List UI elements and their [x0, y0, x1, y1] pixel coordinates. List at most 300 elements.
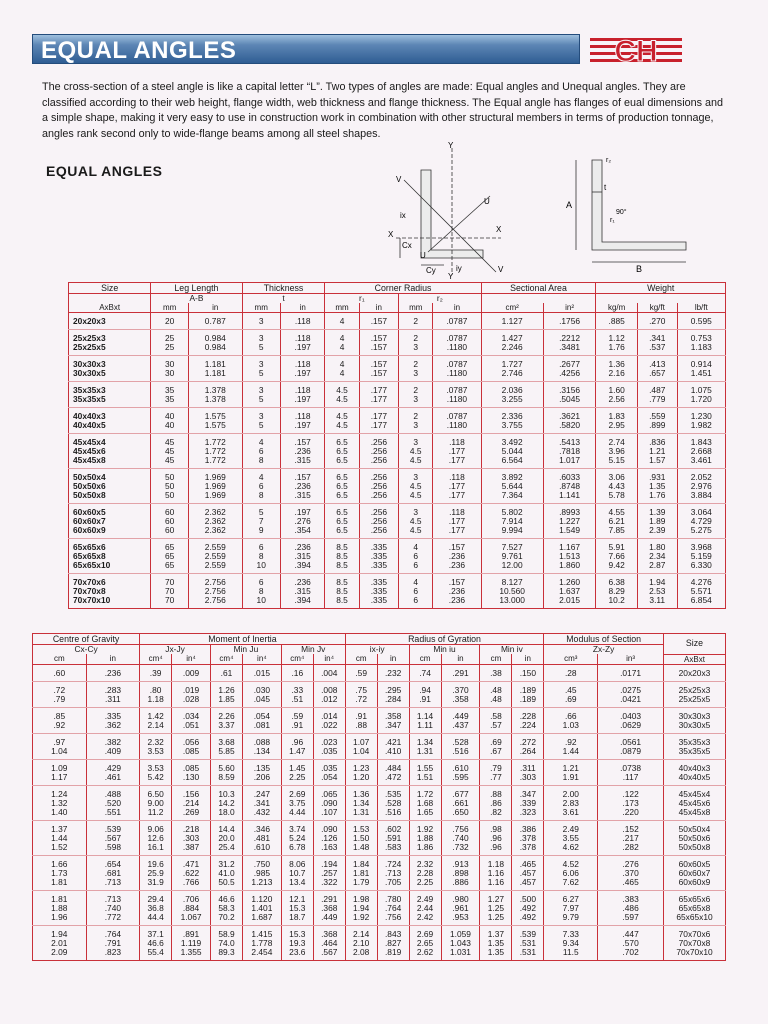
- size-cell: 30x30x3: [663, 707, 725, 721]
- value-cell: 1.37: [480, 925, 512, 939]
- size-cell: 50x50x4: [69, 469, 151, 483]
- value-cell: 4.5: [399, 491, 433, 504]
- value-cell: 4.5: [399, 447, 433, 456]
- value-cell: .823: [86, 948, 140, 961]
- table-row: [33, 681, 726, 695]
- value-cell: 3.255: [481, 395, 543, 408]
- ch-logo: [590, 34, 682, 64]
- value-cell: 40: [151, 421, 189, 434]
- value-cell: .0787: [433, 313, 481, 330]
- value-cell: .583: [377, 843, 409, 856]
- value-cell: 2.14: [140, 721, 172, 734]
- value-cell: .409: [86, 747, 140, 760]
- value-cell: 1.81: [33, 878, 87, 891]
- value-cell: 1.50: [345, 834, 377, 843]
- value-cell: .0561: [598, 733, 664, 747]
- value-cell: .362: [86, 721, 140, 734]
- value-cell: 1.16: [480, 878, 512, 891]
- value-cell: 6.564: [481, 456, 543, 469]
- value-cell: .437: [441, 721, 480, 734]
- value-cell: .492: [512, 913, 544, 926]
- table2-group: [33, 707, 726, 733]
- value-cell: 1.94: [637, 574, 677, 588]
- value-cell: .152: [598, 820, 664, 834]
- value-cell: .177: [433, 456, 481, 469]
- table-row: [69, 561, 726, 574]
- value-cell: 2.362: [189, 526, 242, 539]
- value-cell: 8.59: [211, 773, 243, 786]
- table1-unit-cell: in: [189, 303, 242, 313]
- value-cell: 1.85: [211, 695, 243, 708]
- value-cell: 5.044: [481, 447, 543, 456]
- value-cell: 6: [399, 587, 433, 596]
- size-cell: 65x65x10: [69, 561, 151, 574]
- value-cell: 2.01: [33, 939, 87, 948]
- value-cell: .194: [313, 855, 345, 869]
- value-cell: .500: [512, 890, 544, 904]
- value-cell: 2.32: [409, 855, 441, 869]
- value-cell: 2.25: [409, 878, 441, 891]
- value-cell: 0.984: [189, 343, 242, 356]
- value-cell: 10.560: [481, 587, 543, 596]
- table2-group: [33, 785, 726, 820]
- value-cell: 3.61: [544, 808, 598, 821]
- value-cell: .447: [598, 925, 664, 939]
- value-cell: 5.275: [677, 526, 725, 539]
- value-cell: .756: [377, 913, 409, 926]
- table2-unit-cell: cm⁴: [211, 654, 243, 664]
- size-cell: 70x70x8: [69, 587, 151, 596]
- value-cell: 1.549: [543, 526, 596, 539]
- table2-unit-cell: in⁴: [313, 654, 345, 664]
- value-cell: .0629: [598, 721, 664, 734]
- value-cell: 6.5: [325, 504, 359, 518]
- value-cell: .335: [86, 707, 140, 721]
- value-cell: .335: [359, 539, 399, 553]
- value-cell: 10: [242, 561, 280, 574]
- value-cell: 1.92: [345, 913, 377, 926]
- value-cell: .341: [637, 330, 677, 344]
- value-cell: .004: [313, 664, 345, 681]
- value-cell: .88: [480, 785, 512, 799]
- value-cell: .0879: [598, 747, 664, 760]
- value-cell: 6.5: [325, 517, 359, 526]
- value-cell: 58.3: [211, 904, 243, 913]
- value-cell: .358: [377, 707, 409, 721]
- table1-unit-cell: in: [280, 303, 325, 313]
- label-iy: iy: [456, 264, 462, 273]
- value-cell: 4.62: [544, 843, 598, 856]
- table-row: [33, 773, 726, 786]
- value-cell: 8: [242, 587, 280, 596]
- dimensions-table: [68, 282, 726, 609]
- value-cell: .58: [480, 707, 512, 721]
- value-cell: 16.1: [140, 843, 172, 856]
- value-cell: 30: [151, 356, 189, 370]
- value-cell: 70: [151, 596, 189, 609]
- size-cell: 25x25x3: [663, 681, 725, 695]
- value-cell: .96: [281, 733, 313, 747]
- value-cell: 4.729: [677, 517, 725, 526]
- value-cell: 4: [242, 469, 280, 483]
- value-cell: .885: [596, 313, 638, 330]
- value-cell: 3: [242, 330, 280, 344]
- value-cell: 60: [151, 526, 189, 539]
- value-cell: 2.69: [409, 925, 441, 939]
- value-cell: 1.07: [345, 733, 377, 747]
- t2-header-size: Size: [663, 634, 725, 655]
- title-banner: [32, 34, 580, 64]
- value-cell: .0738: [598, 759, 664, 773]
- value-cell: 4.5: [325, 421, 359, 434]
- value-cell: 25.4: [211, 843, 243, 856]
- value-cell: .598: [86, 843, 140, 856]
- value-cell: 3.492: [481, 434, 543, 448]
- value-cell: 4: [325, 343, 359, 356]
- value-cell: .1756: [543, 313, 596, 330]
- value-cell: 4.55: [596, 504, 638, 518]
- value-cell: .791: [86, 939, 140, 948]
- value-cell: .516: [377, 808, 409, 821]
- value-cell: .516: [441, 747, 480, 760]
- value-cell: .282: [598, 843, 664, 856]
- value-cell: 2.976: [677, 482, 725, 491]
- value-cell: 5.85: [211, 747, 243, 760]
- value-cell: 3: [399, 469, 433, 483]
- value-cell: .94: [409, 681, 441, 695]
- value-cell: 1.11: [409, 721, 441, 734]
- value-cell: 1.18: [480, 855, 512, 869]
- size-cell: 50x50x6: [69, 482, 151, 491]
- value-cell: .177: [433, 526, 481, 539]
- size-cell: 30x30x5: [69, 369, 151, 382]
- value-cell: 2: [399, 313, 433, 330]
- value-cell: .256: [359, 491, 399, 504]
- value-cell: .5045: [543, 395, 596, 408]
- size-cell: 60x60x9: [663, 878, 725, 891]
- value-cell: 2.10: [345, 939, 377, 948]
- value-cell: .461: [86, 773, 140, 786]
- size-cell: 35x35x5: [69, 395, 151, 408]
- value-cell: 4.276: [677, 574, 725, 588]
- value-cell: .134: [242, 747, 281, 760]
- value-cell: .886: [441, 878, 480, 891]
- value-cell: .66: [544, 707, 598, 721]
- value-cell: 11.2: [140, 808, 172, 821]
- value-cell: 1.401: [242, 904, 281, 913]
- value-cell: 44.4: [140, 913, 172, 926]
- value-cell: .488: [86, 785, 140, 799]
- value-cell: .732: [441, 843, 480, 856]
- value-cell: 1.230: [677, 408, 725, 422]
- value-cell: 15.3: [281, 904, 313, 913]
- value-cell: .528: [377, 799, 409, 808]
- value-cell: 5: [242, 369, 280, 382]
- value-cell: .256: [359, 526, 399, 539]
- value-cell: 2.25: [281, 773, 313, 786]
- size-cell: 45x45x4: [69, 434, 151, 448]
- value-cell: .284: [377, 695, 409, 708]
- value-cell: .535: [377, 785, 409, 799]
- value-cell: 4: [399, 574, 433, 588]
- size-cell: 25x25x5: [69, 343, 151, 356]
- value-cell: 1.83: [596, 408, 638, 422]
- size-cell: 35x35x3: [69, 382, 151, 396]
- value-cell: .421: [377, 733, 409, 747]
- value-cell: 1.35: [637, 482, 677, 491]
- size-cell: 20x20x3: [69, 313, 151, 330]
- table-row: [33, 913, 726, 926]
- t1-header-sectional-area: Sectional Area: [481, 283, 596, 294]
- size-cell: 70x70x8: [663, 939, 725, 948]
- value-cell: 1.119: [172, 939, 211, 948]
- table2-unit-cell: cm⁴: [140, 654, 172, 664]
- value-cell: 1.51: [409, 773, 441, 786]
- value-cell: .3481: [543, 343, 596, 356]
- value-cell: 1.32: [33, 799, 87, 808]
- table-row: [33, 808, 726, 821]
- value-cell: 1.40: [33, 808, 87, 821]
- value-cell: 2.559: [189, 561, 242, 574]
- value-cell: 46.6: [140, 939, 172, 948]
- value-cell: 1.969: [189, 491, 242, 504]
- table2-unit-cell: cm: [33, 654, 87, 664]
- value-cell: .528: [441, 733, 480, 747]
- value-cell: 2.28: [409, 869, 441, 878]
- value-cell: .323: [512, 808, 544, 821]
- value-cell: 10.7: [281, 869, 313, 878]
- value-cell: .1180: [433, 421, 481, 434]
- value-cell: .054: [313, 773, 345, 786]
- value-cell: .836: [637, 434, 677, 448]
- u-axis-line: [428, 196, 490, 252]
- value-cell: 7.66: [596, 552, 638, 561]
- size-cell: 70x70x10: [69, 596, 151, 609]
- value-cell: .276: [280, 517, 325, 526]
- t1-header-size: Size: [69, 283, 151, 294]
- value-cell: .022: [313, 721, 345, 734]
- table-row: [33, 759, 726, 773]
- value-cell: 2.49: [544, 820, 598, 834]
- size-cell: 60x60x7: [69, 517, 151, 526]
- value-cell: .487: [637, 382, 677, 396]
- value-cell: .0787: [433, 356, 481, 370]
- table-row: [33, 733, 726, 747]
- value-cell: 50: [151, 491, 189, 504]
- value-cell: 2.87: [637, 561, 677, 574]
- value-cell: .189: [512, 695, 544, 708]
- value-cell: 31.9: [140, 878, 172, 891]
- value-cell: .256: [359, 504, 399, 518]
- table1-group: [69, 504, 726, 539]
- value-cell: 1.76: [596, 343, 638, 356]
- value-cell: 3: [399, 369, 433, 382]
- value-cell: .16: [281, 664, 313, 681]
- value-cell: .91: [281, 721, 313, 734]
- size-cell: 30x30x5: [663, 721, 725, 734]
- value-cell: .48: [480, 681, 512, 695]
- value-cell: .197: [280, 343, 325, 356]
- size-cell: 25x25x5: [663, 695, 725, 708]
- table1-group: [69, 469, 726, 504]
- label-x-left: X: [388, 230, 394, 239]
- value-cell: 3.11: [637, 596, 677, 609]
- value-cell: .368: [313, 925, 345, 939]
- value-cell: .931: [637, 469, 677, 483]
- value-cell: 15.3: [281, 925, 313, 939]
- value-cell: .531: [512, 948, 544, 961]
- value-cell: 1.48: [345, 843, 377, 856]
- table2-group: [33, 855, 726, 890]
- value-cell: 7: [242, 517, 280, 526]
- label-angle: 90°: [616, 209, 627, 216]
- label-y-bottom: Y: [448, 272, 454, 280]
- table2-unit-cell: in³: [598, 654, 664, 664]
- value-cell: 25.9: [140, 869, 172, 878]
- value-cell: .85: [33, 707, 87, 721]
- value-cell: .567: [86, 834, 140, 843]
- value-cell: .107: [313, 808, 345, 821]
- value-cell: 65: [151, 539, 189, 553]
- label-a: A: [566, 200, 573, 210]
- value-cell: 8.5: [325, 596, 359, 609]
- table2-unit-cell: in: [86, 654, 140, 664]
- value-cell: 1.04: [345, 747, 377, 760]
- value-cell: 4: [325, 369, 359, 382]
- value-cell: .378: [512, 834, 544, 843]
- value-cell: 1.98: [345, 890, 377, 904]
- value-cell: 6.5: [325, 469, 359, 483]
- value-cell: .264: [512, 747, 544, 760]
- table-row: [69, 421, 726, 434]
- value-cell: 6: [399, 596, 433, 609]
- value-cell: .335: [359, 574, 399, 588]
- value-cell: .657: [637, 369, 677, 382]
- table-row: [33, 820, 726, 834]
- t1-header-corner-radius: Corner Radius: [325, 283, 481, 294]
- value-cell: .51: [281, 695, 313, 708]
- value-cell: 9.06: [140, 820, 172, 834]
- value-cell: 4: [399, 539, 433, 553]
- value-cell: .705: [377, 878, 409, 891]
- value-cell: 9.994: [481, 526, 543, 539]
- value-cell: 50: [151, 469, 189, 483]
- value-cell: .118: [280, 382, 325, 396]
- value-cell: .429: [86, 759, 140, 773]
- value-cell: 0.595: [677, 313, 725, 330]
- value-cell: .38: [480, 664, 512, 681]
- value-cell: .197: [280, 421, 325, 434]
- size-cell: 40x40x3: [663, 759, 725, 773]
- value-cell: .756: [441, 820, 480, 834]
- value-cell: .0171: [598, 664, 664, 681]
- table-row: [69, 330, 726, 344]
- value-cell: 9.79: [544, 913, 598, 926]
- value-cell: 3.37: [211, 721, 243, 734]
- value-cell: 5.802: [481, 504, 543, 518]
- value-cell: .80: [140, 681, 172, 695]
- value-cell: 1.31: [409, 747, 441, 760]
- value-cell: 7.527: [481, 539, 543, 553]
- table-row: [69, 456, 726, 469]
- value-cell: 8.127: [481, 574, 543, 588]
- value-cell: .315: [280, 491, 325, 504]
- value-cell: .322: [313, 878, 345, 891]
- value-cell: 4.44: [281, 808, 313, 821]
- value-cell: .650: [441, 808, 480, 821]
- value-cell: 6.21: [596, 517, 638, 526]
- value-cell: 3.968: [677, 539, 725, 553]
- value-cell: 70.2: [211, 913, 243, 926]
- value-cell: .157: [359, 356, 399, 370]
- value-cell: 6: [242, 482, 280, 491]
- value-cell: .341: [242, 799, 281, 808]
- value-cell: 4.5: [325, 395, 359, 408]
- value-cell: .015: [242, 664, 281, 681]
- t2-sub-cxcy: Cx-Cy: [33, 645, 140, 655]
- value-cell: .780: [377, 890, 409, 904]
- t1-header-thickness: Thickness: [242, 283, 325, 294]
- value-cell: .030: [242, 681, 281, 695]
- value-cell: 1.637: [543, 587, 596, 596]
- table2-unit-cell: AxBxt: [663, 654, 725, 664]
- t2-sub-min-jv: Min Jv: [281, 645, 345, 655]
- value-cell: 45: [151, 456, 189, 469]
- value-cell: .085: [172, 747, 211, 760]
- value-cell: .012: [313, 695, 345, 708]
- value-cell: 2: [399, 330, 433, 344]
- value-cell: .189: [512, 681, 544, 695]
- value-cell: .537: [637, 343, 677, 356]
- value-cell: .457: [512, 869, 544, 878]
- value-cell: .088: [242, 733, 281, 747]
- value-cell: 6.330: [677, 561, 725, 574]
- value-cell: .74: [409, 664, 441, 681]
- value-cell: .197: [280, 504, 325, 518]
- value-cell: 1.355: [172, 948, 211, 961]
- size-cell: 70x70x10: [663, 948, 725, 961]
- value-cell: 6.5: [325, 447, 359, 456]
- value-cell: 1.067: [172, 913, 211, 926]
- value-cell: 2.74: [596, 434, 638, 448]
- value-cell: .39: [140, 664, 172, 681]
- value-cell: .347: [512, 785, 544, 799]
- value-cell: 3: [399, 504, 433, 518]
- table-row: [69, 504, 726, 518]
- value-cell: .91: [345, 707, 377, 721]
- value-cell: 1.72: [409, 785, 441, 799]
- table-row: [69, 491, 726, 504]
- table2-unit-cell: cm: [480, 654, 512, 664]
- value-cell: 1.55: [409, 759, 441, 773]
- value-cell: .126: [313, 834, 345, 843]
- table2-header-row: [33, 634, 726, 645]
- value-cell: .72: [33, 681, 87, 695]
- value-cell: .291: [441, 664, 480, 681]
- value-cell: .177: [433, 517, 481, 526]
- label-v-top: V: [396, 175, 402, 184]
- value-cell: 4: [325, 356, 359, 370]
- value-cell: 1.772: [189, 447, 242, 456]
- table1-group: [69, 356, 726, 382]
- value-cell: 1.94: [345, 904, 377, 913]
- value-cell: 1.260: [543, 574, 596, 588]
- value-cell: .899: [637, 421, 677, 434]
- value-cell: .122: [598, 785, 664, 799]
- table-row: [69, 596, 726, 609]
- value-cell: .465: [598, 878, 664, 891]
- value-cell: 0.914: [677, 356, 725, 370]
